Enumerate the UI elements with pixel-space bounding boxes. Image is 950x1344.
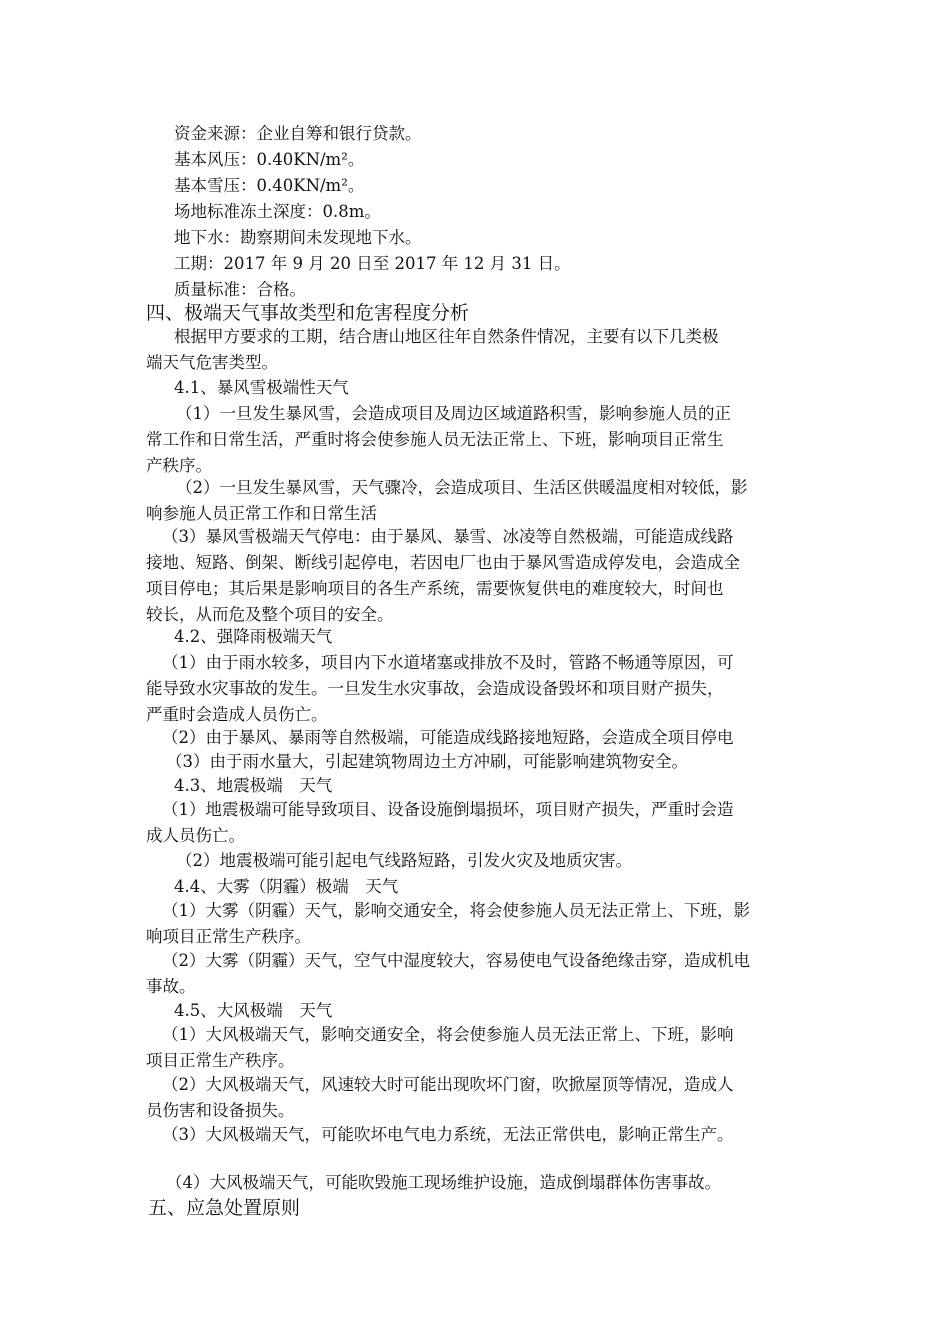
text-line: 严重时会造成人员伤亡。: [146, 705, 328, 724]
text-line: （2）大风极端天气，风速较大时可能出现吹坏门窗，吹掀屋顶等情况，造成人: [162, 1075, 734, 1094]
text-line: 基本雪压：0.40KN/m²。: [174, 176, 365, 195]
text-line: 工期：2017 年 9 月 20 日至 2017 年 12 月 31 日。: [174, 254, 571, 273]
text-line: （2）大雾（阴霾）天气，空气中湿度较大，容易使电气设备绝缘击穿，造成机电: [162, 951, 750, 970]
text-line: 项目正常生产秩序。: [146, 1051, 295, 1070]
text-line: 资金来源：企业自筹和银行贷款。: [174, 124, 422, 143]
text-line: （1）一旦发生暴风雪，会造成项目及周边区域道路积雪，影响参施人员的正: [176, 404, 731, 423]
text-line: （1）大雾（阴霾）天气，影响交通安全，将会使参施人员无法正常上、下班，影: [162, 901, 750, 920]
text-line: 场地标准冻土深度：0.8m。: [174, 202, 381, 221]
text-line: （1）地震极端可能导致项目、设备设施倒塌损坏，项目财产损失，严重时会造: [162, 800, 734, 819]
text-line: 员伤害和设备损失。: [146, 1101, 295, 1120]
text-line: （1）大风极端天气，影响交通安全，将会使参施人员无法正常上、下班，影响: [162, 1025, 734, 1044]
text-line: 较长，从而危及整个项目的安全。: [146, 605, 394, 624]
subsection-heading: 4.3、地震极端 天气: [174, 776, 333, 795]
text-line: 能导致水灾事故的发生。一旦发生水灾事故，会造成设备毁坏和项目财产损失，: [146, 679, 724, 698]
text-line: 响参施人员正常工作和日常生活: [146, 504, 377, 523]
text-line: 事故。: [146, 977, 196, 996]
text-line: 接地、短路、倒架、断线引起停电，若因电厂也由于暴风雪造成停发电，会造成全: [146, 553, 740, 572]
text-line: （4）大风极端天气，可能吹毁施工现场维护设施，造成倒塌群体伤害事故。: [166, 1173, 721, 1192]
text-line: 根据甲方要求的工期，结合唐山地区往年自然条件情况，主要有以下几类极: [174, 327, 719, 346]
subsection-heading: 4.1、暴风雪极端性天气: [174, 378, 349, 397]
subsection-heading: 4.4、大雾（阴霾）极端 天气: [174, 877, 399, 896]
text-line: 地下水：勘察期间未发现地下水。: [174, 228, 422, 247]
text-line: 响项目正常生产秩序。: [146, 927, 311, 946]
subsection-heading: 4.2、强降雨极端天气: [174, 627, 333, 646]
text-line: （2）地震极端可能引起电气线路短路，引发火灾及地质灾害。: [176, 851, 632, 870]
section-heading: 四、极端天气事故类型和危害程度分析: [146, 302, 470, 324]
text-line: （3）大风极端天气，可能吹坏电气电力系统，无法正常供电，影响正常生产。: [162, 1125, 734, 1144]
text-line: （2）一旦发生暴风雪，天气骤冷，会造成项目、生活区供暖温度相对较低，影: [176, 478, 748, 497]
section-heading: 五、应急处置原则: [148, 1197, 301, 1219]
text-line: 产秩序。: [146, 456, 212, 475]
text-line: 项目停电；其后果是影响项目的各生产系统，需要恢复供电的难度较大，时间也: [146, 579, 724, 598]
text-line: 成人员伤亡。: [146, 826, 245, 845]
text-line: 端天气危害类型。: [146, 353, 278, 372]
subsection-heading: 4.5、大风极端 天气: [174, 1001, 333, 1020]
text-line: 常工作和日常生活，严重时将会使参施人员无法正常上、下班，影响项目正常生: [146, 430, 724, 449]
text-line: （3）暴风雪极端天气停电：由于暴风、暴雪、冰凌等自然极端，可能造成线路: [162, 527, 734, 546]
text-line: 质量标准：合格。: [174, 280, 306, 299]
text-line: （2）由于暴风、暴雨等自然极端，可能造成线路接地短路，会造成全项目停电: [162, 728, 734, 747]
text-line: 基本风压：0.40KN/m²。: [174, 150, 365, 169]
text-line: （1）由于雨水较多，项目内下水道堵塞或排放不及时，管路不畅通等原因，可: [162, 653, 734, 672]
text-line: （3）由于雨水量大，引起建筑物周边土方冲刷，可能影响建筑物安全。: [166, 752, 688, 771]
